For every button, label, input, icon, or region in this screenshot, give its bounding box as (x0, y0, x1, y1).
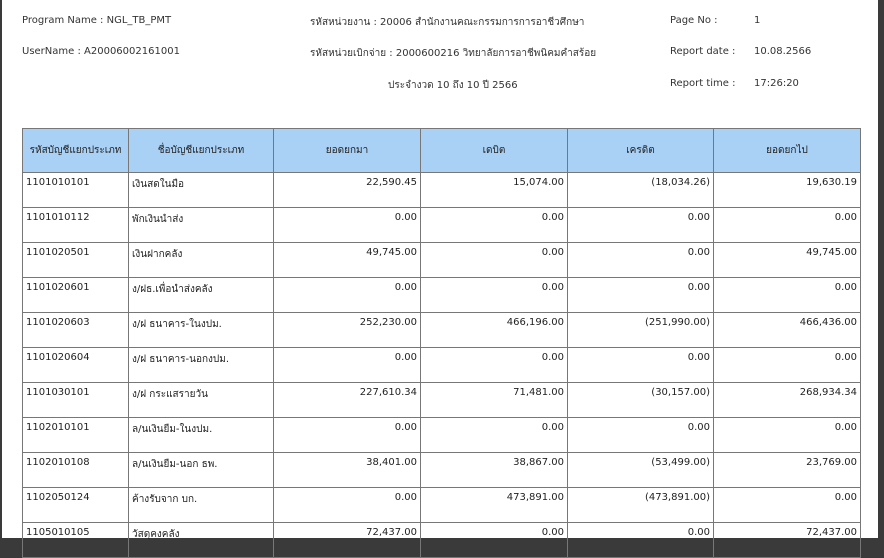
debit-cell: 38,867.00 (421, 453, 568, 488)
account-code-cell: 1101020601 (23, 278, 129, 313)
table-row (23, 243, 861, 278)
debit-cell: 0.00 (421, 523, 568, 558)
opening-balance-cell: 227,610.34 (274, 383, 421, 418)
debit-cell: 0.00 (421, 348, 568, 383)
account-code-cell: 1101020604 (23, 348, 129, 383)
closing-balance-cell: 19,630.19 (714, 173, 861, 208)
opening-balance-cell: 0.00 (274, 208, 421, 243)
table-row (23, 488, 861, 523)
account-name-cell: เงินฝากคลัง (129, 243, 274, 278)
credit-cell: (251,990.00) (568, 313, 714, 348)
closing-balance-cell: 268,934.34 (714, 383, 861, 418)
credit-cell: 0.00 (568, 278, 714, 313)
closing-balance-cell: 0.00 (714, 278, 861, 313)
opening-balance-cell: 22,590.45 (274, 173, 421, 208)
page-no-label: Page No : (670, 15, 718, 26)
column-header-closing-balance: ยอดยกไป (714, 129, 861, 173)
opening-balance-cell: 38,401.00 (274, 453, 421, 488)
account-name-cell: ล/นเงินยืม-นอก ธพ. (129, 453, 274, 488)
closing-balance-cell: 466,436.00 (714, 313, 861, 348)
report-date-label: Report date : (670, 46, 736, 57)
column-header-credit: เครดิต (568, 129, 714, 173)
closing-balance-cell: 72,437.00 (714, 523, 861, 558)
agency-code: รหัสหน่วยงาน : 20006 สำนักงานคณะกรรมการการอาชีวศึกษา (310, 17, 585, 28)
credit-cell: (53,499.00) (568, 453, 714, 488)
closing-balance-cell: 49,745.00 (714, 243, 861, 278)
table-row (23, 208, 861, 243)
opening-balance-cell: 0.00 (274, 488, 421, 523)
account-code-cell: 1101030101 (23, 383, 129, 418)
opening-balance-cell: 0.00 (274, 418, 421, 453)
account-code-cell: 1102050124 (23, 488, 129, 523)
table-row (23, 173, 861, 208)
closing-balance-cell: 0.00 (714, 208, 861, 243)
debit-cell: 0.00 (421, 418, 568, 453)
closing-balance-cell: 0.00 (714, 488, 861, 523)
opening-balance-cell: 252,230.00 (274, 313, 421, 348)
debit-cell: 71,481.00 (421, 383, 568, 418)
account-name-cell: ง/ฝ ธนาคาร-ในงปม. (129, 313, 274, 348)
account-code-cell: 1101010112 (23, 208, 129, 243)
disbursing-unit: รหัสหน่วยเบิกจ่าย : 2000600216 วิทยาลัยการอาชีพนิคมคำสร้อย (310, 48, 597, 59)
credit-cell: (18,034.26) (568, 173, 714, 208)
account-code-cell: 1102010108 (23, 453, 129, 488)
account-code-cell: 1102010101 (23, 418, 129, 453)
debit-cell: 0.00 (421, 278, 568, 313)
credit-cell: 0.00 (568, 243, 714, 278)
report-page (2, 0, 878, 538)
account-code-cell: 1105010105 (23, 523, 129, 558)
account-name-cell: ค้างรับจาก บก. (129, 488, 274, 523)
opening-balance-cell: 0.00 (274, 278, 421, 313)
credit-cell: (473,891.00) (568, 488, 714, 523)
username: UserName : A20006002161001 (22, 46, 180, 57)
opening-balance-cell: 0.00 (274, 348, 421, 383)
account-name-cell: พักเงินนำส่ง (129, 208, 274, 243)
program-name: Program Name : NGL_TB_PMT (22, 15, 172, 26)
debit-cell: 0.00 (421, 243, 568, 278)
closing-balance-cell: 0.00 (714, 418, 861, 453)
column-header-debit: เดบิต (421, 129, 568, 173)
report-date-value: 10.08.2566 (754, 46, 812, 57)
credit-cell: 0.00 (568, 523, 714, 558)
debit-cell: 466,196.00 (421, 313, 568, 348)
debit-cell: 15,074.00 (421, 173, 568, 208)
table-row (23, 278, 861, 313)
account-name-cell: ง/ฝธ.เพื่อนำส่งคลัง (129, 278, 274, 313)
table-row (23, 383, 861, 418)
account-name-cell: วัสดุคงคลัง (129, 523, 274, 558)
account-name-cell: ง/ฝ ธนาคาร-นอกงปม. (129, 348, 274, 383)
report-time-label: Report time : (670, 78, 736, 89)
opening-balance-cell: 72,437.00 (274, 523, 421, 558)
account-name-cell: เงินสดในมือ (129, 173, 274, 208)
table-row (23, 523, 861, 558)
report-period: ประจำงวด 10 ถึง 10 ปี 2566 (388, 80, 518, 91)
column-header-account-name: ชื่อบัญชีแยกประเภท (129, 129, 274, 173)
trial-balance-table (22, 128, 861, 558)
credit-cell: 0.00 (568, 418, 714, 453)
report-time-value: 17:26:20 (754, 78, 799, 89)
column-header-account-code: รหัสบัญชีแยกประเภท (23, 129, 129, 173)
account-code-cell: 1101020603 (23, 313, 129, 348)
table-header-row (23, 129, 861, 173)
account-name-cell: ล/นเงินยืม-ในงปม. (129, 418, 274, 453)
table-row (23, 348, 861, 383)
account-name-cell: ง/ฝ กระแสรายวัน (129, 383, 274, 418)
page-no-value: 1 (754, 15, 761, 26)
table-row (23, 418, 861, 453)
account-code-cell: 1101020501 (23, 243, 129, 278)
debit-cell: 0.00 (421, 208, 568, 243)
table-row (23, 313, 861, 348)
table-row (23, 453, 861, 488)
column-header-opening-balance: ยอดยกมา (274, 129, 421, 173)
closing-balance-cell: 0.00 (714, 348, 861, 383)
account-code-cell: 1101010101 (23, 173, 129, 208)
opening-balance-cell: 49,745.00 (274, 243, 421, 278)
credit-cell: 0.00 (568, 348, 714, 383)
closing-balance-cell: 23,769.00 (714, 453, 861, 488)
debit-cell: 473,891.00 (421, 488, 568, 523)
credit-cell: 0.00 (568, 208, 714, 243)
credit-cell: (30,157.00) (568, 383, 714, 418)
